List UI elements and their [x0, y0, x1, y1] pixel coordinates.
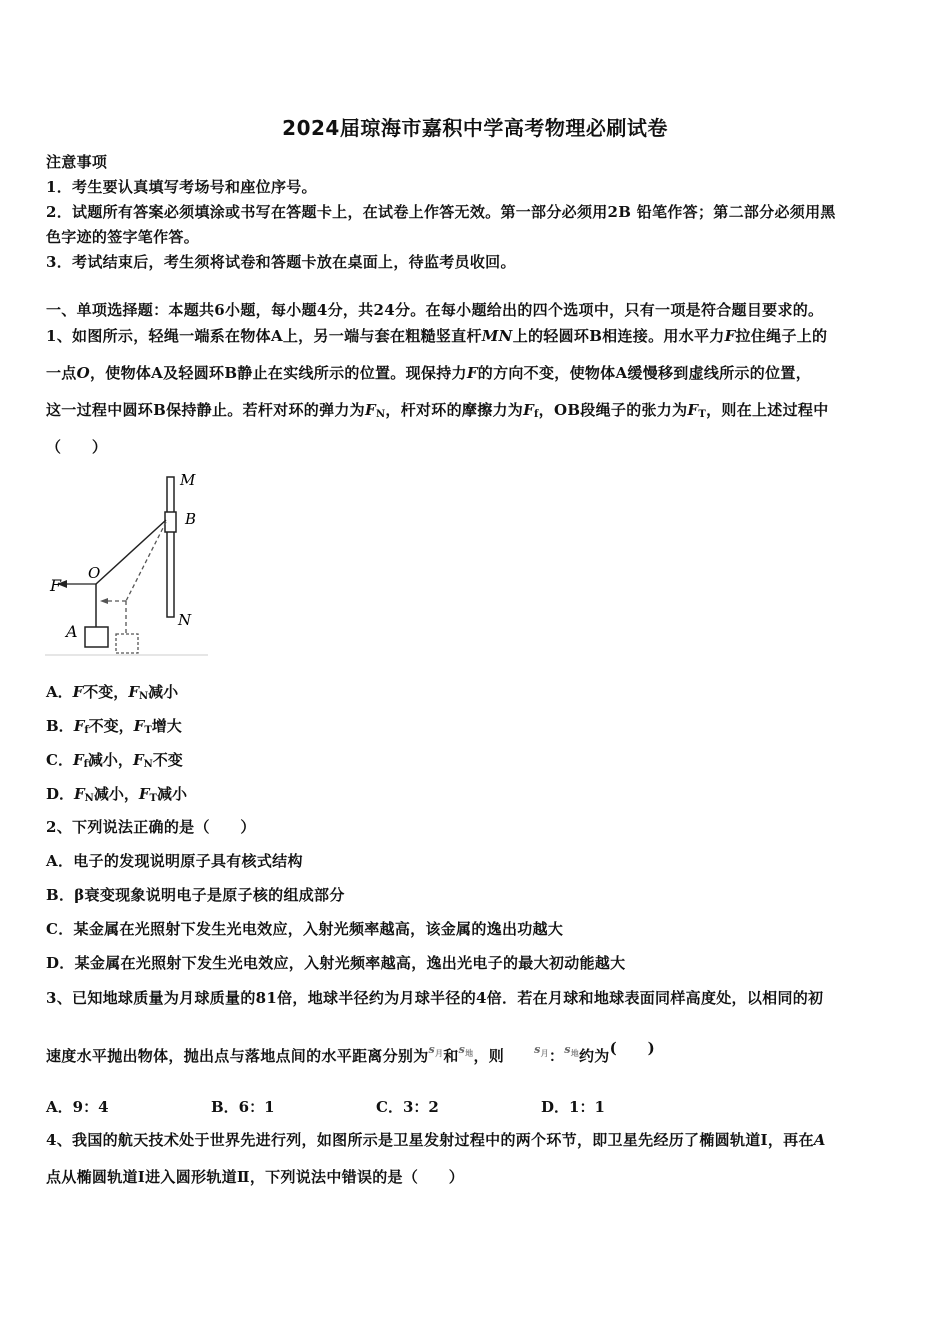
section-heading: 一、单项选择题：本题共6小题，每小题4分，共24分。在每小题给出的四个选项中，只有一项是符合题目要求的。 — [46, 301, 824, 319]
q1-stem-line: 一点O，使物体A及轻圆环B静止在实线所示的位置。现保持力F的方向不变，使物体A缓慢移到虚线所示的位置， — [46, 364, 812, 382]
rope-ob — [96, 520, 166, 584]
label-f: F — [50, 576, 62, 595]
q3-option-b[interactable]: B．6：1 — [211, 1098, 275, 1116]
label-m: M — [180, 471, 196, 489]
q1-stem-line: 这一过程中圆环B保持静止。若杆对环的弹力为$F_N$，杆对环的摩擦力为$F_f$，OB段绳子的张力为$F_T$，则在上述过程中 — [46, 401, 829, 420]
label-b: B — [185, 510, 197, 528]
q1-option-c[interactable]: C．$F_f$减小，$F_N$不变 — [46, 751, 183, 770]
q2-option-d[interactable]: D．某金属在光照射下发生光电效应，入射光频率越高，逸出光电子的最大初动能越大 — [46, 954, 626, 972]
dashed-block — [116, 634, 138, 653]
q1-figure — [40, 465, 215, 660]
page-title: 2024届琼海市嘉积中学高考物理必刷试卷 — [282, 116, 668, 140]
q3-stem-line: 3、已知地球质量为月球质量的81倍，地球半径约为月球半径的4倍．若在月球和地球表面同样高度处，以相同的初 — [46, 989, 824, 1007]
notice-heading: 注意事项 — [46, 153, 108, 171]
q3-option-a[interactable]: A．9：4 — [46, 1098, 109, 1116]
q1-option-b[interactable]: B．$F_f$不变，$F_T$增大 — [46, 717, 182, 736]
q2-option-a[interactable]: A．电子的发现说明原子具有核式结构 — [46, 852, 303, 870]
q1-stem-line: 1、如图所示，轻绳一端系在物体A上，另一端与套在粗糙竖直杆MN上的轻圆环B相连接。用水平力F拉住绳子上的 — [46, 327, 828, 345]
q1-option-d[interactable]: D．$F_N$减小，$F_T$减小 — [46, 785, 187, 804]
notice-item: 3．考试结束后，考生须将试卷和答题卡放在桌面上，待监考员收回。 — [46, 253, 516, 271]
q4-stem-line: 4、我国的航天技术处于世界先进行列，如图所示是卫星发射过程中的两个环节，即卫星先经历了椭圆轨道Ⅰ，再在A — [46, 1131, 826, 1149]
q2-stem: 2、下列说法正确的是（ ） — [46, 818, 256, 836]
ring-b — [165, 512, 176, 532]
label-a: A — [66, 622, 78, 641]
q3-option-c[interactable]: C．3：2 — [376, 1098, 439, 1116]
block-a — [85, 627, 108, 647]
q3-option-d[interactable]: D．1：1 — [541, 1098, 605, 1116]
label-o: O — [88, 564, 101, 582]
label-n: N — [178, 611, 192, 629]
q2-option-c[interactable]: C．某金属在光照射下发生光电效应，入射光频率越高，该金属的逸出功越大 — [46, 920, 564, 938]
rod-mn — [167, 477, 174, 617]
notice-item: 2．试题所有答案必须填涂或书写在答题卡上，在试卷上作答无效。第一部分必须用2B 铅笔作答；第二部分必须用黑 — [46, 203, 836, 221]
notice-item: 1．考生要认真填写考场号和座位序号。 — [46, 178, 317, 196]
notice-item: 色字迹的签字笔作答。 — [46, 228, 200, 246]
q4-stem-line: 点从椭圆轨道Ⅰ进入圆形轨道Ⅱ，下列说法中错误的是（ ） — [46, 1168, 465, 1186]
q1-option-a[interactable]: A．F不变，$F_N$减小 — [46, 683, 179, 702]
q3-stem-line: 速度水平抛出物体，抛出点与落地点间的水平距离分别为$^{s_月}$和$^{s_地}$，则 $^{s_月}$：$^{s_地}$约为( ) — [46, 1039, 656, 1065]
answer-paren: （ ） — [46, 438, 108, 456]
q2-option-b[interactable]: B．β衰变现象说明电子是原子核的组成部分 — [46, 886, 345, 904]
